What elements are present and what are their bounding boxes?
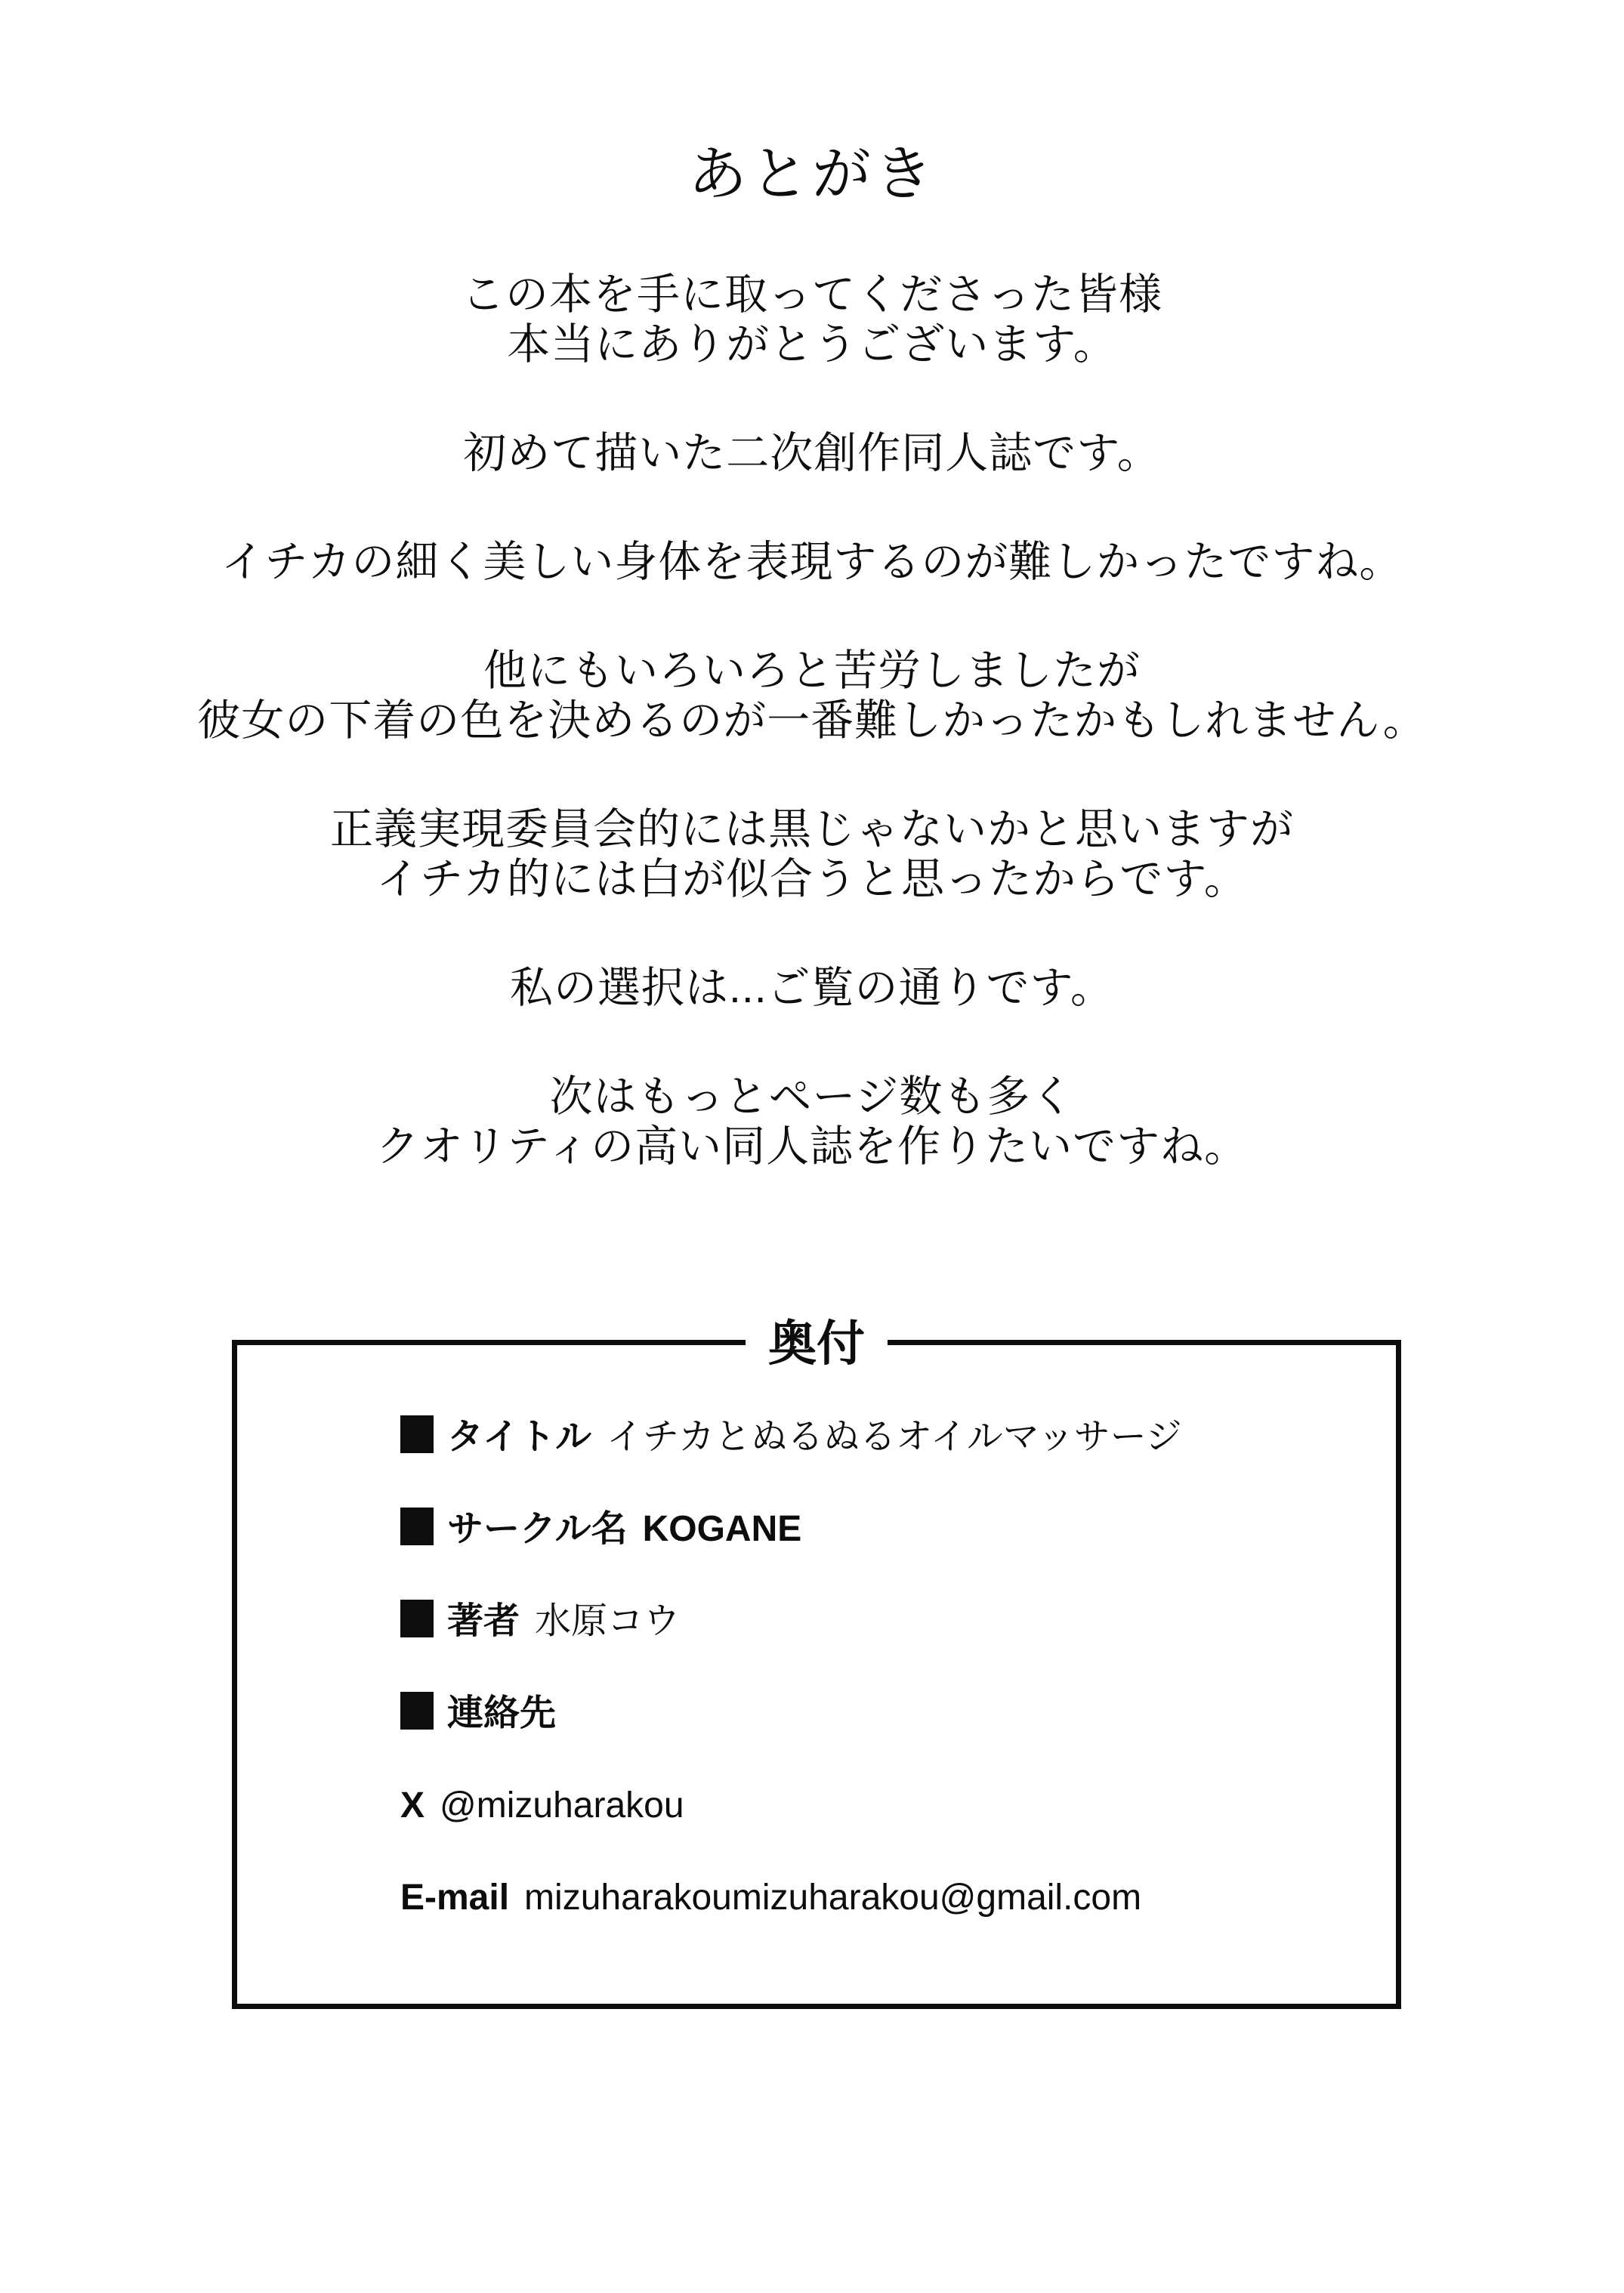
paragraph <box>0 963 1624 1013</box>
colophon-content <box>237 1391 1396 1944</box>
colophon-row-email <box>400 1852 1366 1944</box>
row-label: 著者 <box>447 1601 520 1641</box>
text-line: 私の選択は...ご覧の通りです。 <box>510 964 1114 1012</box>
text-line: 他にもいろいろと苦労しましたが <box>483 647 1141 695</box>
row-value: 水原コウ <box>535 1601 681 1641</box>
colophon-box <box>232 1316 1401 2009</box>
row-label: サークル名 <box>447 1509 628 1549</box>
row-value: KOGANE <box>642 1509 802 1549</box>
square-bullet-icon <box>400 1692 434 1730</box>
row-value: イチカとぬるぬるオイルマッサージ <box>607 1417 1182 1457</box>
row-value: mizuharakoumizuharakou@gmail.com <box>524 1878 1142 1918</box>
square-bullet-icon <box>400 1508 434 1545</box>
row-label: タイトル <box>447 1417 592 1457</box>
row-label: 連絡先 <box>447 1693 557 1733</box>
text-line: 正義実現委員会的には黒じゃないかと思いますが <box>330 805 1294 853</box>
text-line: 本当にありがとうございます。 <box>507 320 1117 369</box>
text-line: クオリティの高い同人誌を作りたいですね。 <box>375 1122 1249 1171</box>
text-line: 次はもっとページ数も多く <box>549 1072 1075 1121</box>
text-line: イチカの細く美しい身体を表現するのが難しかったですね。 <box>221 538 1403 586</box>
paragraph <box>0 428 1624 478</box>
colophon-row-title <box>400 1391 1366 1483</box>
paragraph <box>0 646 1624 745</box>
paragraph <box>0 804 1624 904</box>
paragraph <box>0 270 1624 369</box>
colophon-row-contact <box>400 1668 1366 1760</box>
text-line: イチカ的には白が似合うと思ったからです。 <box>376 855 1248 903</box>
row-label: E-mail <box>400 1878 510 1918</box>
square-bullet-icon <box>400 1415 434 1453</box>
afterword-body <box>0 270 1624 1230</box>
colophon-row-author <box>400 1575 1366 1668</box>
page-title: あとがき <box>687 140 936 207</box>
square-bullet-icon <box>400 1600 434 1637</box>
colophon-title: 奥付 <box>746 1312 888 1375</box>
text-line: 初めて描いた二次創作同人誌です。 <box>463 429 1161 477</box>
text-line: 彼女の下着の色を決めるのが一番難しかったかもしれません。 <box>197 696 1427 745</box>
colophon-row-circle <box>400 1483 1366 1575</box>
text-line: この本を手に取ってくださった皆様 <box>462 270 1162 319</box>
paragraph <box>0 537 1624 587</box>
row-label: X <box>400 1785 425 1825</box>
row-value: @mizuharakou <box>440 1785 684 1825</box>
paragraph <box>0 1072 1624 1171</box>
colophon-row-x-handle <box>400 1760 1366 1852</box>
